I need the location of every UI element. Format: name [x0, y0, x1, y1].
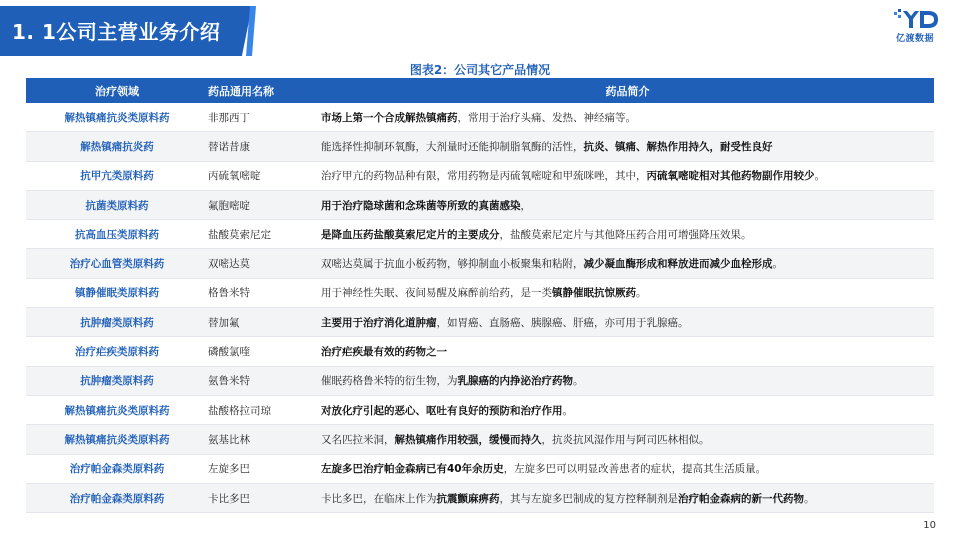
table-row: [26, 308, 934, 337]
description-highlight: 是降血压药盐酸莫索尼定片的主要成分: [321, 228, 500, 241]
yidu-logo-icon: [892, 8, 942, 30]
table-header-row: [26, 78, 934, 103]
cell-treatment-field: 解热镇痛抗炎类原料药: [26, 103, 208, 132]
description-text: 能选择性抑制环氧酶，大剂量时还能抑制脂氧酶的活性，: [321, 140, 584, 153]
cell-drug-description: [321, 249, 934, 278]
cell-treatment-field: 抗高血压类原料药: [26, 220, 208, 249]
cell-treatment-field: 治疗疟疾类原料药: [26, 337, 208, 366]
description-text: 双嘧达莫属于抗血小板药物，够抑制血小板聚集和粘附，: [321, 258, 584, 271]
table-caption-text: 图表2：公司其它产品情况: [409, 63, 551, 77]
description-highlight: 用于治疗隐球菌和念珠菌等所致的真菌感染: [321, 199, 521, 212]
cell-drug-name: 磷酸氯喹: [208, 337, 321, 366]
description-highlight: 乳腺癌的内挣泌治疗药物: [457, 375, 573, 388]
brand-logo: [892, 8, 942, 44]
description-text: 用于神经性失眠、夜间易醒及麻醉前给药，是一类: [321, 287, 552, 300]
cell-drug-name: 盐酸格拉司琼: [208, 395, 321, 424]
table-row: [26, 190, 934, 219]
description-text: ，其与左旋多巴制成的复方控释制剂是: [499, 492, 678, 505]
cell-drug-description: [321, 132, 934, 161]
cell-treatment-field: 抗甲亢类原料药: [26, 161, 208, 190]
table-row: [26, 483, 934, 512]
description-highlight: 抗炎、镇痛、解热作用持久，耐受性良好: [583, 140, 773, 153]
logo-text: 亿渡数据: [896, 34, 935, 44]
description-text: ，抗炎抗风湿作用与阿司匹林相似。: [541, 433, 710, 446]
page-number: 10: [923, 520, 936, 531]
table-row: [26, 249, 934, 278]
description-highlight: 镇静催眠抗惊厥药: [552, 287, 636, 300]
description-text: 又名匹拉米洞，: [321, 433, 395, 446]
description-highlight: 解热镇痛作用较强，缓慢而持久: [394, 433, 542, 446]
table-row: [26, 103, 934, 132]
cell-drug-description: [321, 103, 934, 132]
header-treatment-field: 治疗领域: [26, 78, 208, 103]
cell-drug-description: [321, 425, 934, 454]
description-text: 。: [772, 258, 783, 271]
cell-treatment-field: 抗肿瘤类原料药: [26, 366, 208, 395]
description-highlight: 丙硫氧嘧啶相对其他药物副作用较少: [646, 170, 815, 183]
description-highlight: 左旋多巴治疗帕金森病已有40年余历史: [321, 463, 504, 476]
header-drug-description: 药品简介: [321, 78, 934, 103]
description-text: 催眠药格鲁米特的衍生物，为: [321, 375, 458, 388]
cell-drug-description: [321, 278, 934, 307]
table-caption: [0, 61, 960, 78]
table-row: [26, 132, 934, 161]
description-text: ，盐酸莫索尼定片与其他降压药合用可增强降压效果。: [499, 228, 752, 241]
description-highlight: 对放化疗引起的恶心、呕吐有良好的预防和治疗作用: [321, 404, 563, 417]
cell-treatment-field: 解热镇痛抗炎药: [26, 132, 208, 161]
description-text: 卡比多巴，在临床上作为: [321, 492, 437, 505]
cell-treatment-field: 解热镇痛抗炎类原料药: [26, 425, 208, 454]
cell-treatment-field: 治疗心血管类原料药: [26, 249, 208, 278]
cell-drug-description: [321, 161, 934, 190]
cell-drug-name: 盐酸莫索尼定: [208, 220, 321, 249]
slide-title: 1. 1公司主营业务介绍: [12, 20, 221, 44]
header-drug-name: 药品通用名称: [208, 78, 321, 103]
table-row: [26, 220, 934, 249]
description-text: 治疗甲亢的药物品种有限，常用药物是丙硫氧嘧啶和甲巯咪唑，其中，: [321, 170, 647, 183]
table-row: [26, 395, 934, 424]
cell-treatment-field: 治疗帕金森类原料药: [26, 454, 208, 483]
cell-drug-description: [321, 395, 934, 424]
cell-drug-description: [321, 190, 934, 219]
cell-drug-name: 双嘧达莫: [208, 249, 321, 278]
cell-drug-name: 左旋多巴: [208, 454, 321, 483]
cell-drug-name: 氨鲁米特: [208, 366, 321, 395]
slide-header: [0, 0, 960, 62]
product-table: [26, 78, 934, 513]
description-highlight: 市场上第一个合成解热镇痛药: [321, 111, 458, 124]
description-text: 。: [636, 287, 647, 300]
cell-drug-description: [321, 454, 934, 483]
description-text: 。: [573, 375, 584, 388]
table-row: [26, 337, 934, 366]
description-text: ，左旋多巴可以明显改善患者的症状，提高其生活质量。: [503, 463, 767, 476]
cell-drug-name: 替加氟: [208, 308, 321, 337]
description-highlight: 抗震颤麻痹药: [436, 492, 500, 505]
cell-drug-name: 非那西丁: [208, 103, 321, 132]
cell-drug-description: [321, 366, 934, 395]
cell-drug-name: 替诺昔康: [208, 132, 321, 161]
cell-drug-name: 氟胞嘧啶: [208, 190, 321, 219]
cell-drug-name: 氨基比林: [208, 425, 321, 454]
description-text: 。: [814, 170, 825, 183]
cell-treatment-field: 镇静催眠类原料药: [26, 278, 208, 307]
cell-drug-description: [321, 337, 934, 366]
cell-drug-description: [321, 220, 934, 249]
cell-treatment-field: 抗肿瘤类原料药: [26, 308, 208, 337]
cell-treatment-field: 解热镇痛抗炎类原料药: [26, 395, 208, 424]
table-row: [26, 161, 934, 190]
table-row: [26, 425, 934, 454]
description-text: ，常用于治疗头痛、发热、神经痛等。: [457, 111, 636, 124]
table-row: [26, 454, 934, 483]
description-highlight: 减少凝血酶形成和释放进而减少血栓形成: [583, 258, 773, 271]
description-text: ，: [520, 199, 531, 212]
table-body: [26, 103, 934, 513]
description-text: 。: [562, 404, 573, 417]
description-text: 。: [804, 492, 815, 505]
cell-drug-description: [321, 483, 934, 512]
cell-drug-name: 格鲁米特: [208, 278, 321, 307]
cell-drug-description: [321, 308, 934, 337]
table-row: [26, 278, 934, 307]
table-row: [26, 366, 934, 395]
cell-drug-name: 卡比多巴: [208, 483, 321, 512]
description-highlight: 治疗疟疾最有效的药物之一: [321, 346, 447, 359]
cell-treatment-field: 治疗帕金森类原料药: [26, 483, 208, 512]
description-highlight: 治疗帕金森病的新一代药物: [678, 492, 804, 505]
cell-treatment-field: 抗菌类原料药: [26, 190, 208, 219]
description-highlight: 主要用于治疗消化道肿瘤: [321, 316, 437, 329]
cell-drug-name: 丙硫氧嘧啶: [208, 161, 321, 190]
description-text: ，如胃癌、直肠癌、胰腺癌、肝癌，亦可用于乳腺癌。: [436, 316, 689, 329]
